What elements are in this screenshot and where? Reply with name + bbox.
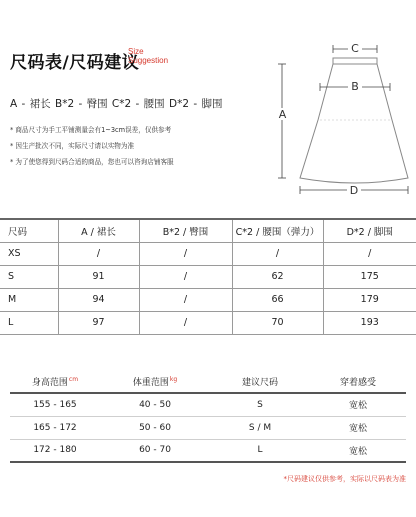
table-header-cell: 穿着感受 <box>310 370 406 393</box>
table-cell: 宽松 <box>310 416 406 439</box>
table-header-cell: A / 裙长 <box>58 219 139 242</box>
table-cell: 50 - 60 <box>100 416 210 439</box>
table-cell: / <box>58 242 139 265</box>
table-cell: 179 <box>323 288 416 311</box>
table-cell: / <box>232 242 323 265</box>
table-header-cell: D*2 / 脚围 <box>323 219 416 242</box>
table-header-cell: 尺码 <box>0 219 58 242</box>
table-cell: 70 <box>232 311 323 334</box>
table-cell: XS <box>0 242 58 265</box>
table-cell: S / M <box>210 416 310 439</box>
note-item: * 商品尺寸为手工平铺测量会有1~3cm误差，仅供参考 <box>10 126 172 134</box>
skirt-waistband <box>333 58 377 64</box>
table-cell: S <box>0 265 58 288</box>
table-cell: 宽松 <box>310 393 406 416</box>
size-chart-table <box>0 218 416 335</box>
table-cell: 66 <box>232 288 323 311</box>
table-cell: 165 - 172 <box>10 416 100 439</box>
table-cell: / <box>139 288 232 311</box>
label-d: D <box>349 184 359 197</box>
table-header-cell: 建议尺码 <box>210 370 310 393</box>
table-row <box>0 265 416 288</box>
table-header-cell: C*2 / 腰围（弹力） <box>232 219 323 242</box>
table-header-cell: 体重范围$^{kg}$ <box>100 370 210 393</box>
table-cell: 97 <box>58 311 139 334</box>
footnote: *尺码建议仅供参考，实际以尺码表为准 <box>283 475 406 483</box>
table-cell: 91 <box>58 265 139 288</box>
table-cell: 172 - 180 <box>10 439 100 462</box>
table-header-row <box>0 219 416 242</box>
page-title-english: Size Suggestion <box>128 47 169 65</box>
table-header-cell: B*2 / 臀围 <box>139 219 232 242</box>
table-row <box>0 242 416 265</box>
table-cell: 175 <box>323 265 416 288</box>
table-cell: M <box>0 288 58 311</box>
table-header-row <box>10 370 406 393</box>
table-cell: 宽松 <box>310 439 406 462</box>
table-row <box>10 393 406 416</box>
skirt-diagram <box>270 30 410 200</box>
table-cell: 62 <box>232 265 323 288</box>
height-unit: cm <box>68 375 79 383</box>
table-cell: 60 - 70 <box>100 439 210 462</box>
table-cell: 155 - 165 <box>10 393 100 416</box>
table-cell: 94 <box>58 288 139 311</box>
label-a: A <box>278 108 287 121</box>
table-cell: / <box>323 242 416 265</box>
measurement-legend: A - 裙长 B*2 - 臀围 C*2 - 腰围 D*2 - 脚围 <box>10 98 223 110</box>
table-cell: L <box>210 439 310 462</box>
label-b: B <box>351 80 359 93</box>
page-title: 尺码表/尺码建议 <box>10 53 140 73</box>
table-cell: 193 <box>323 311 416 334</box>
note-item: * 因生产批次不同，实际尺寸请以实物为准 <box>10 142 135 150</box>
table-cell: L <box>0 311 58 334</box>
note-item: * 为了使您得到尺码合适的商品，您也可以咨询店铺客服 <box>10 158 174 166</box>
table-row <box>0 288 416 311</box>
weight-unit: kg <box>169 375 178 383</box>
table-row <box>0 311 416 334</box>
table-header-cell: 身高范围$^{cm}$ <box>10 370 100 393</box>
size-recommendation-table <box>10 370 406 463</box>
table-row <box>10 416 406 439</box>
table-cell: / <box>139 265 232 288</box>
table-cell: 40 - 50 <box>100 393 210 416</box>
table-cell: / <box>139 242 232 265</box>
measurement-notes <box>10 122 174 170</box>
label-c: C <box>351 42 359 55</box>
table-cell: / <box>139 311 232 334</box>
table-row <box>10 439 406 462</box>
table-cell: S <box>210 393 310 416</box>
